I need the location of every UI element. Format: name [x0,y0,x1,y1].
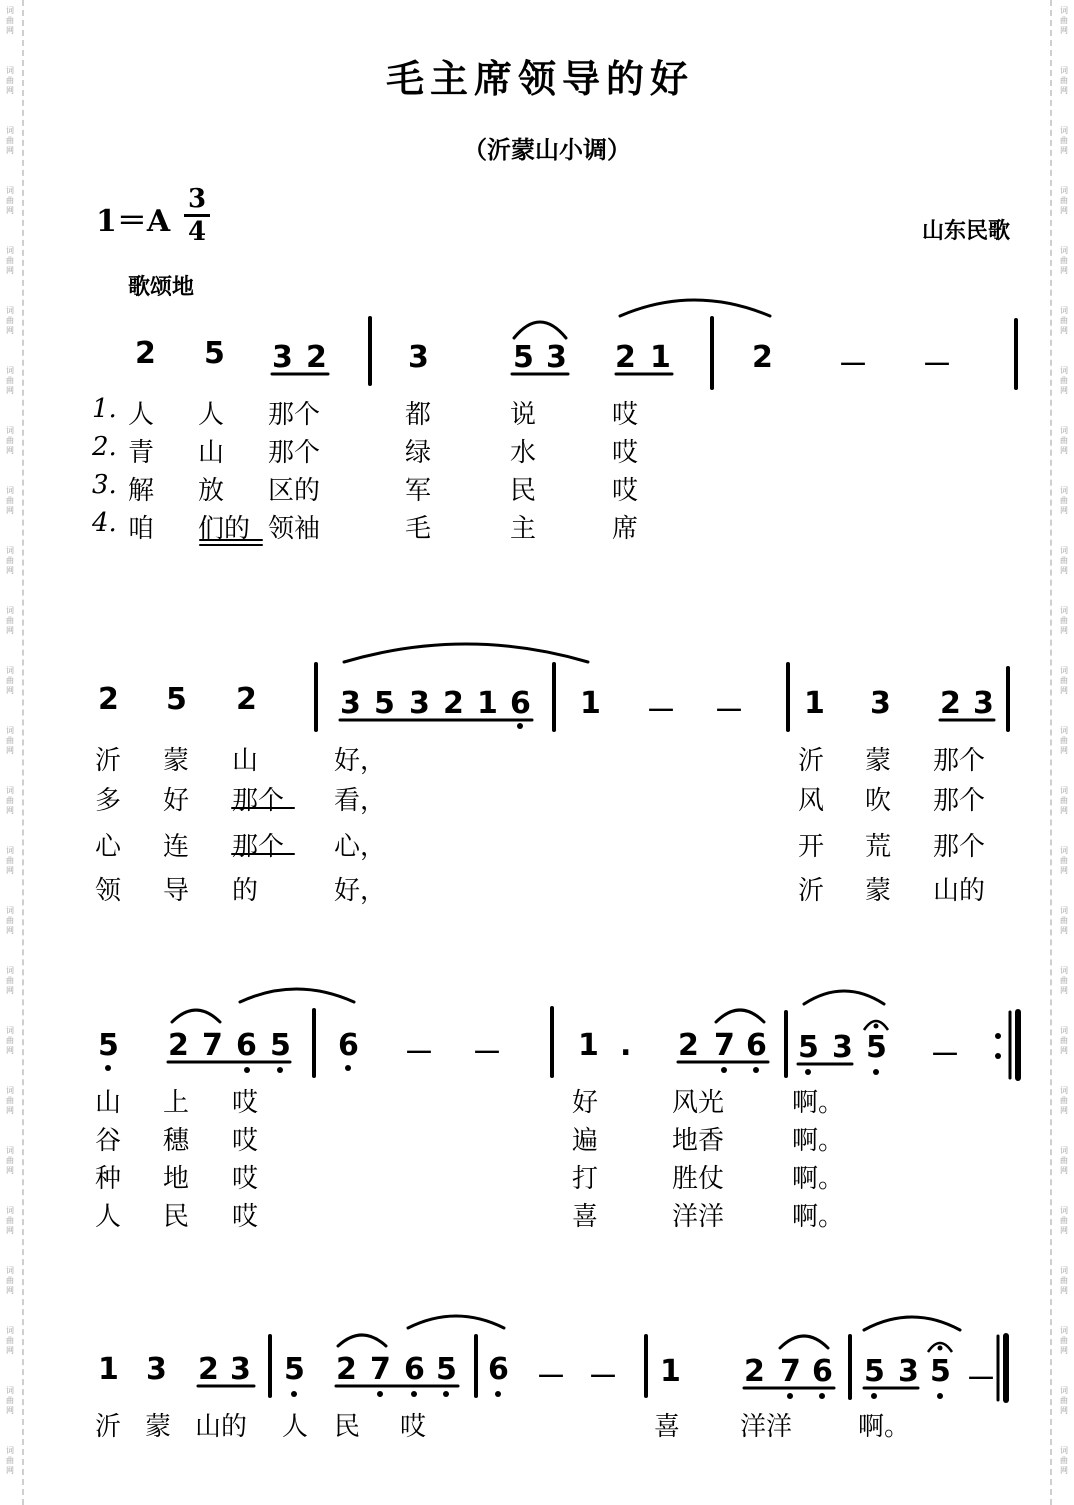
lyric: 啊。 [792,1088,845,1118]
lyric: 洋洋 [672,1202,725,1232]
note: 2 [168,1028,189,1063]
lyric: 那个 [933,832,986,862]
lyric: 沂 [95,1412,122,1442]
time-signature-top: 3 [187,184,207,214]
dot: . [620,1028,632,1063]
lyric: 蒙 [145,1412,172,1442]
watermark-mark: 词 曲 网 [6,1266,14,1295]
lyric: 荒 [865,832,892,862]
lyric: 洋洋 [740,1412,793,1442]
lyric: 都 [405,400,432,430]
time-signature-bottom: 4 [187,217,207,247]
lyric: 说 [510,400,537,430]
lyric: 啊。 [792,1126,845,1156]
watermark-mark: 词 曲 网 [1060,1146,1068,1175]
dash: － [922,348,952,383]
lyric: 哎 [232,1088,259,1118]
lyric: 喜 [572,1202,599,1232]
lyric: 哎 [612,476,639,506]
note: 5 [284,1352,305,1387]
slur [240,989,354,1002]
dash: － [588,1360,618,1395]
tempo-marking: 歌颂地 [128,275,195,300]
lyric: 人 [128,400,155,430]
watermark-mark: 词 曲 网 [6,186,14,215]
lyric: 种 [95,1164,122,1194]
watermark-mark: 词 曲 网 [6,486,14,515]
lyric: 沂 [798,746,825,776]
lyric: 解 [128,476,155,506]
watermark-mark: 词 曲 网 [6,126,14,155]
lyric: 3. [92,470,117,500]
lyric: 蒙 [865,746,892,776]
lyric: 们的 [198,514,251,544]
octave-dot-low [291,1391,297,1397]
lyric: 哎 [612,438,639,468]
watermark-mark: 词 曲 网 [1060,1206,1068,1235]
note: 2 [135,336,156,371]
lyric: 青 [128,438,155,468]
note: 2 [443,686,464,721]
note: 1 [477,686,498,721]
fermata-dot [874,1024,879,1029]
octave-dot-low [244,1067,250,1073]
note: 6 [488,1352,509,1387]
slur [620,300,770,316]
note: 3 [146,1352,167,1387]
watermark-mark: 词 曲 网 [1060,126,1068,155]
watermark-mark: 词 曲 网 [1060,66,1068,95]
watermark-mark: 词 曲 网 [6,1026,14,1055]
note: 3 [272,340,293,375]
octave-dot-low [443,1391,449,1397]
lyric: 放 [198,476,225,506]
dash: － [838,348,868,383]
note: 5 [930,1354,951,1389]
watermark-mark: 词 曲 网 [1060,426,1068,455]
lyric: 主 [510,514,537,544]
dash: － [930,1038,960,1073]
lyric: 蒙 [163,746,190,776]
note: 7 [202,1028,223,1063]
octave-dot-low [819,1393,825,1399]
lyric: 导 [163,876,190,906]
lyric: 人 [282,1412,309,1442]
lyric: 哎 [612,400,639,430]
lyric: 那个 [232,832,285,862]
lyric: 2. [92,432,117,462]
lyric: 那个 [268,400,321,430]
note: 1 [580,686,601,721]
watermark-mark: 词 曲 网 [6,906,14,935]
lyric: 的 [232,876,259,906]
lyric: 啊。 [792,1164,845,1194]
note: 6 [236,1028,257,1063]
fermata-dot [938,1346,943,1351]
lyric: 谷 [95,1126,122,1156]
note: 5 [166,682,187,717]
watermark-mark: 词 曲 网 [6,426,14,455]
dash: － [646,694,676,729]
octave-dot-low [787,1393,793,1399]
slur [344,644,588,662]
watermark-mark: 词 曲 网 [6,1086,14,1115]
octave-dot-low [805,1069,811,1075]
watermark-mark: 词 曲 网 [1060,1026,1068,1055]
note: 2 [98,682,119,717]
note: 6 [404,1352,425,1387]
lyric: 沂 [798,876,825,906]
octave-dot-low [495,1391,501,1397]
octave-dot-low [937,1393,943,1399]
lyric: 领袖 [268,514,321,544]
lyric: 那个 [268,438,321,468]
note: 5 [864,1354,885,1389]
slur [338,1335,386,1346]
lyric: 好 [572,1088,599,1118]
lyric: 吹 [865,786,892,816]
lyric: 上 [163,1088,190,1118]
octave-dot-low [873,1069,879,1075]
watermark-mark: 词 曲 网 [1060,786,1068,815]
lyric: 遍 [572,1126,599,1156]
watermark-mark: 词 曲 网 [1060,906,1068,935]
note: 6 [510,686,531,721]
lyric: 那个 [933,786,986,816]
lyric: 好 [163,786,190,816]
lyric: 山的 [195,1412,248,1442]
note: 2 [236,682,257,717]
watermark-mark: 词 曲 网 [6,1386,14,1415]
watermark-mark: 词 曲 网 [6,546,14,575]
watermark-mark: 词 曲 网 [6,1206,14,1235]
octave-dot-low [345,1065,351,1071]
watermark-mark: 词 曲 网 [1060,666,1068,695]
slur [172,1010,220,1022]
lyric: 4. [92,508,117,538]
note: 5 [374,686,395,721]
dash: － [536,1360,566,1395]
watermark-mark: 词 曲 网 [1060,486,1068,515]
lyric: 啊。 [858,1412,911,1442]
watermark-mark: 词 曲 网 [6,306,14,335]
lyric: 风光 [672,1088,725,1118]
lyric: 胜仗 [672,1164,725,1194]
slur [780,1336,828,1348]
watermark-mark: 词 曲 网 [1060,1326,1068,1355]
note: 5 [513,340,534,375]
note: 7 [370,1352,391,1387]
dash: － [404,1036,434,1071]
note: 7 [714,1028,735,1063]
lyric: 风 [798,786,825,816]
note: 1 [578,1028,599,1063]
note: 3 [973,686,994,721]
lyric: 山 [232,746,259,776]
note: 3 [409,686,430,721]
octave-dot-low [517,723,523,729]
lyric: 那个 [232,786,285,816]
lyric: 地 [163,1164,190,1194]
lyric: 哎 [400,1412,427,1442]
lyric: 山 [198,438,225,468]
watermark-mark: 词 曲 网 [6,66,14,95]
lyric: 哎 [232,1126,259,1156]
lyric: 民 [510,476,537,506]
lyric: 人 [95,1202,122,1232]
watermark-mark: 词 曲 网 [6,1446,14,1475]
watermark-mark: 词 曲 网 [1060,366,1068,395]
dash: － [966,1362,996,1397]
note: 6 [338,1028,359,1063]
watermark-mark: 词 曲 网 [1060,1386,1068,1415]
octave-dot-low [753,1067,759,1073]
note: 3 [546,340,567,375]
watermark-mark: 词 曲 网 [1060,846,1068,875]
note: 3 [408,340,429,375]
watermark-mark: 词 曲 网 [6,966,14,995]
note: 2 [744,1354,765,1389]
slur [408,1316,504,1328]
note: 1 [660,1354,681,1389]
lyric: 绿 [405,438,432,468]
dash: － [714,694,744,729]
lyric: 军 [405,476,432,506]
note: 5 [98,1028,119,1063]
watermark-mark: 词 曲 网 [6,6,14,35]
watermark-mark: 词 曲 网 [1060,1086,1068,1115]
lyric: 沂 [95,746,122,776]
note: 6 [812,1354,833,1389]
lyric: 毛 [405,514,432,544]
lyric: 民 [334,1412,361,1442]
watermark-mark: 词 曲 网 [1060,726,1068,755]
watermark-mark: 词 曲 网 [1060,1446,1068,1475]
lyric: 山的 [933,876,986,906]
note: 5 [866,1030,887,1065]
octave-dot-low [721,1067,727,1073]
note: 3 [340,686,361,721]
song-subtitle: （沂蒙山小调） [463,136,631,164]
note: 1 [804,686,825,721]
lyric: 人 [198,400,225,430]
slur [804,991,884,1004]
octave-dot-low [277,1067,283,1073]
octave-dot-low [871,1393,877,1399]
note: 2 [615,340,636,375]
note: 3 [898,1354,919,1389]
note: 2 [752,340,773,375]
note: 5 [436,1352,457,1387]
note: 7 [780,1354,801,1389]
watermark-mark: 词 曲 网 [6,726,14,755]
lyric: 区的 [268,476,321,506]
lyric: 1. [92,394,117,424]
lyric: 地香 [672,1126,725,1156]
watermark-mark: 词 曲 网 [6,666,14,695]
octave-dot-low [105,1065,111,1071]
note: 2 [678,1028,699,1063]
slur [716,1010,764,1022]
watermark-mark: 词 曲 网 [1060,606,1068,635]
composer-credit: 山东民歌 [922,219,1011,244]
note: 3 [832,1030,853,1065]
lyric: 民 [163,1202,190,1232]
lyric: 哎 [232,1164,259,1194]
song-title: 毛主席领导的好 [386,56,695,101]
watermark-mark: 词 曲 网 [6,366,14,395]
note: 3 [230,1352,251,1387]
watermark-mark: 词 曲 网 [1060,546,1068,575]
lyric: 看， [334,786,387,816]
watermark-mark: 词 曲 网 [1060,246,1068,275]
note: 2 [198,1352,219,1387]
lyric: 好， [334,876,387,906]
lyric: 蒙 [865,876,892,906]
note: 3 [870,686,891,721]
watermark-mark: 词 曲 网 [6,786,14,815]
lyric: 心， [334,832,387,862]
watermark-mark: 词 曲 网 [1060,1266,1068,1295]
note: 1 [650,340,671,375]
lyric: 咱 [128,514,155,544]
lyric: 连 [163,832,190,862]
note: 1 [98,1352,119,1387]
note: 6 [746,1028,767,1063]
lyric: 席 [612,514,639,544]
watermark-mark: 词 曲 网 [1060,6,1068,35]
slur [864,1317,960,1330]
watermark-mark: 词 曲 网 [6,1326,14,1355]
watermark-mark: 词 曲 网 [1060,306,1068,335]
watermark-mark: 词 曲 网 [1060,186,1068,215]
lyric: 那个 [933,746,986,776]
note: 5 [798,1030,819,1065]
octave-dot-low [411,1391,417,1397]
lyric: 水 [510,438,537,468]
watermark-mark: 词 曲 网 [6,246,14,275]
lyric: 打 [572,1164,599,1194]
octave-dot-low [377,1391,383,1397]
slur [514,322,566,338]
note: 2 [336,1352,357,1387]
repeat-dot [995,1053,1001,1059]
note: 5 [270,1028,291,1063]
lyric: 喜 [654,1412,681,1442]
lyric: 多 [95,786,122,816]
note: 5 [204,336,225,371]
lyric: 山 [95,1088,122,1118]
note: 2 [940,686,961,721]
watermark-mark: 词 曲 网 [6,846,14,875]
watermark-mark: 词 曲 网 [6,1146,14,1175]
lyric: 啊。 [792,1202,845,1232]
lyric: 好， [334,746,387,776]
lyric: 心 [95,832,122,862]
watermark-mark: 词 曲 网 [6,606,14,635]
lyric: 哎 [232,1202,259,1232]
key-signature: 1＝A [96,204,171,239]
lyric: 穗 [163,1126,190,1156]
watermark-mark: 词 曲 网 [1060,966,1068,995]
note: 2 [306,340,327,375]
dash: － [472,1036,502,1071]
lyric: 开 [798,832,825,862]
lyric: 领 [95,876,122,906]
repeat-dot [995,1033,1001,1039]
